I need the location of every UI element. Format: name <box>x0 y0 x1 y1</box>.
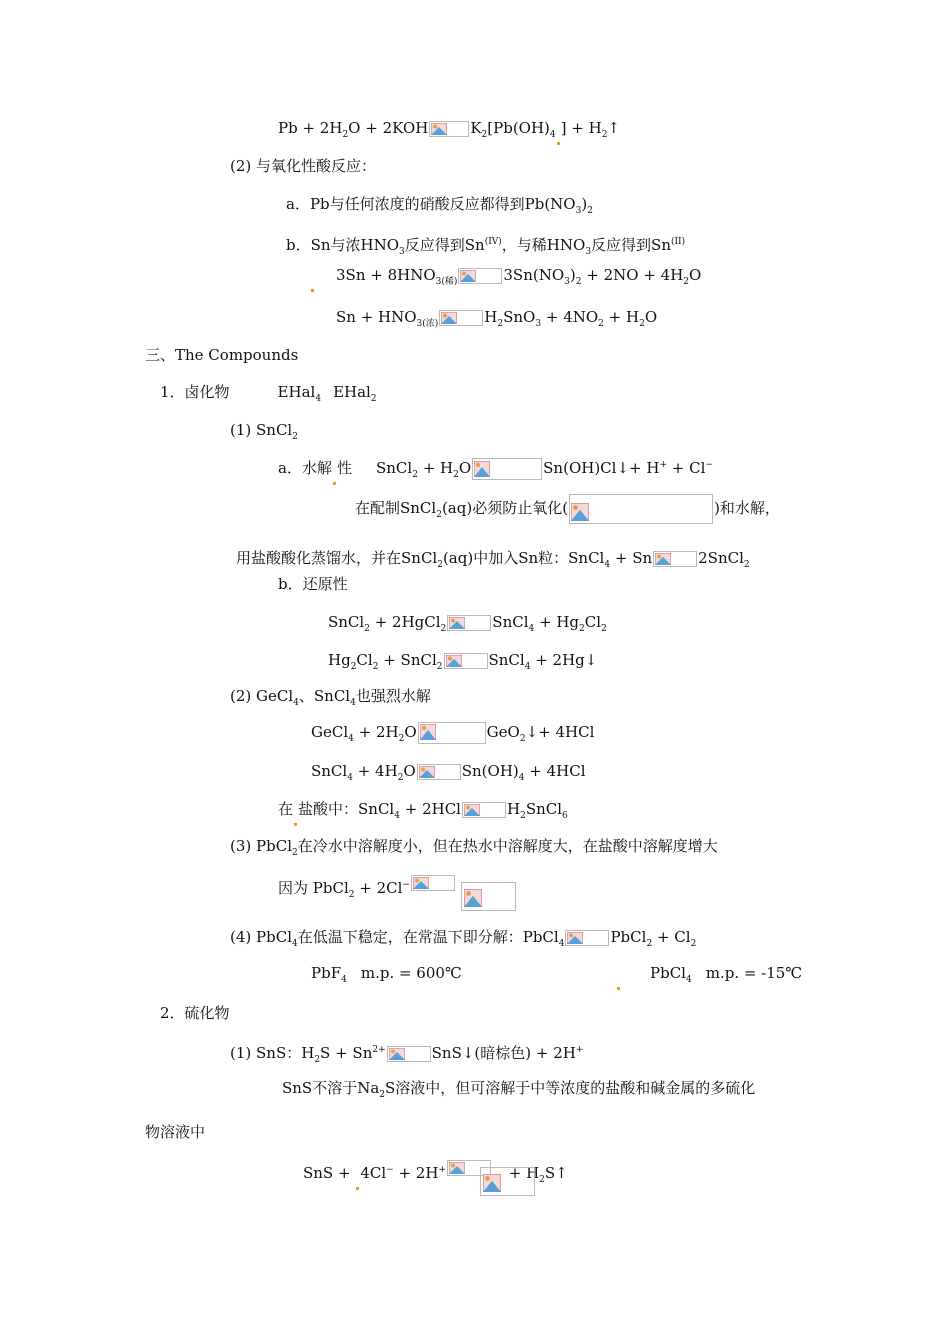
item-pbcl2: (3) PbCl$_2$在冷水中溶解度小，但在热水中溶解度大，在盐酸中溶解度增大 <box>230 837 718 858</box>
mark-icon <box>333 482 336 485</box>
subheading-sulfides: 2．硫化物 <box>160 1004 230 1022</box>
item-a-pb-nitric: a．Pb与任何浓度的硝酸反应都得到$Pb(NO_3)_2$ <box>286 195 593 216</box>
broken-image-icon <box>447 615 491 631</box>
broken-image-icon <box>417 764 461 780</box>
equation-pb-koh: $Pb + 2H_2O + 2KOH$ $K_2[Pb(OH)_4$ ] + $H_2↑$ <box>278 118 620 145</box>
item-b-sn-nitric: b．Sn与浓$HNO_3$反应得到$Sn^{(IV)}$，与稀$HNO_3$反应得到$Sn^{(II)}$ <box>286 236 686 257</box>
item-reducing: b．还原性 <box>278 575 348 593</box>
item-gecl4-sncl4: (2) GeCl$_4$、SnCl$_4$也强烈水解 <box>230 687 431 708</box>
equation-hg2cl2-sncl2: $Hg_2Cl_2$ + SnCl$_2$ SnCl$_4$ + 2Hg↓ <box>328 651 598 672</box>
broken-image-icon <box>653 551 697 567</box>
equation-sn-dilute-nitric: $3Sn + 8HNO_{3(稀)}$ $3Sn(NO_3)_2 + 2NO + 4H_2O$ <box>310 265 701 292</box>
broken-image-icon <box>439 310 483 326</box>
section-oxidizing-acids: (2) 与氧化性酸反应： <box>230 157 377 175</box>
note-acidified-water: 用盐酸酸化蒸馏水，并在SnCl$_2$(aq)中加入Sn粒：SnCl$_4$ + Sn 2SnCl$_2$ <box>236 549 750 570</box>
heading-compounds: 三、The Compounds <box>145 346 299 364</box>
broken-image-icon <box>387 1046 431 1062</box>
item-pbcl4: (4) PbCl$_4$在低温下稳定，在常温下即分解：PbCl$_4$ PbCl$_2$ + $Cl_2$ <box>230 928 697 949</box>
item-sncl2: (1) SnCl$_2$ <box>230 421 298 442</box>
note-prevent-oxidation: 在配制SnCl$_2$(aq)必须防止氧化( )和水解， <box>355 494 780 525</box>
equation-gecl4: GeCl$_4$ + $2H_2O$ GeO$_2$↓+ 4HCl <box>311 723 595 744</box>
subheading-halides: 1．卤化物 EHal$_4$ EHal$_2$ <box>160 383 377 404</box>
note-sns-solubility: SnS不溶于$Na_2S$溶液中，但可溶解于中等浓度的盐酸和碱金属的多硫化 <box>282 1079 756 1100</box>
broken-image-icon <box>565 930 609 946</box>
equation-sns-hcl: SnS + 4Cl− + 2H+ + $H_2S↑$ <box>303 1160 568 1190</box>
equation-sn-conc-nitric: $Sn + HNO_{3(浓)}$ $H_2SnO_3 + 4NO_2 + H_2O$ <box>336 308 658 329</box>
broken-image-icon <box>444 653 488 669</box>
mark-icon <box>294 823 297 826</box>
mark-icon <box>311 289 314 292</box>
broken-image-icon <box>569 494 713 524</box>
broken-image-icon <box>472 458 542 480</box>
broken-image-icon <box>411 875 455 891</box>
equation-pbcl2-cl: 因为 PbCl$_2$ + 2Cl− <box>278 875 456 905</box>
equation-sncl4: SnCl$_4$ + $4H_2O$ $Sn(OH)_4 + 4HCl$ <box>311 762 586 783</box>
broken-image-icon <box>458 268 502 284</box>
broken-image-icon <box>462 802 506 818</box>
mark-icon <box>557 142 560 145</box>
broken-image-icon <box>480 1167 535 1196</box>
equation-hcl-h2sncl6: 在 盐酸中：SnCl$_4$ + 2HCl $H_2SnCl_6$ <box>278 799 568 826</box>
equation-sncl2-hgcl2: SnCl$_2$ + 2HgCl$_2$ SnCl$_4$ + $Hg_2Cl_2$ <box>328 613 607 634</box>
broken-image-icon <box>429 121 469 137</box>
broken-image-icon <box>418 722 486 744</box>
pbcl4-melting-point: PbCl$_4$ m.p. = -15℃ <box>616 963 802 990</box>
mark-icon <box>617 987 620 990</box>
broken-image-icon <box>461 882 516 911</box>
equation-sns: (1) SnS：$H_2S + Sn^{2+}$ SnS↓(暗棕色) + 2H+ <box>230 1044 584 1065</box>
note-continued: 物溶液中 <box>145 1123 206 1141</box>
pbf4-melting-point: PbF$_4$ m.p. = 600℃ <box>311 964 462 985</box>
equation-sncl2-hydrolysis: a．水解 性 SnCl$_2$ + $H_2O$ Sn(OH)Cl↓+ H+ + Cl− <box>278 455 713 485</box>
mark-icon <box>356 1187 359 1190</box>
